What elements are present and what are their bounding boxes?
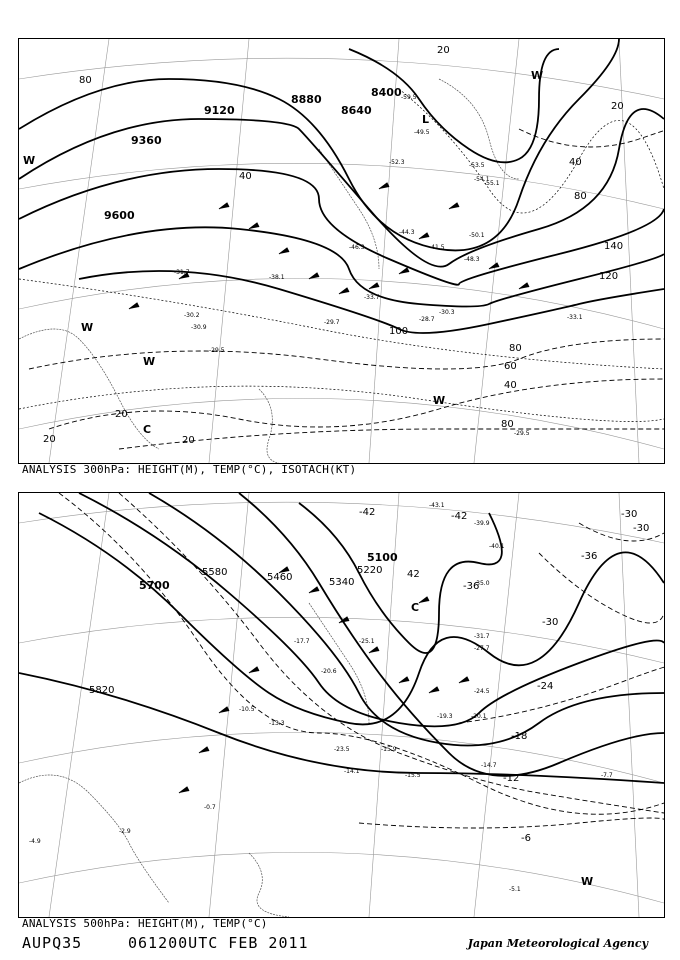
temp-label: -0.7 — [204, 804, 216, 811]
temp-label: -24.5 — [474, 688, 490, 695]
temp-label: -35.0 — [474, 580, 490, 587]
temp-label: -31.7 — [474, 633, 490, 640]
height-contours — [19, 493, 664, 783]
isotach-label: 80 — [501, 419, 514, 430]
isotach-label: 20 — [115, 409, 128, 420]
caption-500hpa: ANALYSIS 500hPa: HEIGHT(M), TEMP(°C) — [22, 917, 268, 930]
height-label: 8400 — [371, 86, 402, 99]
temp-label: -30.2 — [184, 312, 200, 319]
height-label: 9600 — [104, 209, 135, 222]
temp-label: -38.1 — [269, 274, 285, 281]
temp-label: -14.7 — [481, 762, 497, 769]
warm-marker: W — [581, 875, 594, 888]
temp-label: -4.9 — [29, 838, 41, 845]
low-marker: L — [422, 113, 430, 126]
warm-marker: W — [143, 355, 156, 368]
isotach-label: 80 — [509, 343, 522, 354]
temp-label: -46.3 — [349, 244, 365, 251]
warm-marker: W — [81, 321, 94, 334]
isotach-label: 140 — [604, 241, 624, 252]
isotach-label: 20 — [611, 101, 624, 112]
height-label: 5220 — [357, 565, 383, 576]
isotherms — [19, 89, 664, 422]
temperature-labels — [174, 94, 583, 437]
isotherm-label: -30 — [621, 509, 638, 520]
temp-label: -59.5 — [401, 94, 417, 101]
temp-label: -52.3 — [389, 159, 405, 166]
temp-label: -55.1 — [484, 180, 500, 187]
map-300hpa-canvas — [19, 39, 664, 463]
warm-marker: W — [23, 154, 36, 167]
temp-label: -43.1 — [429, 502, 445, 509]
temp-label: -30.9 — [191, 324, 207, 331]
height-label: 9360 — [131, 134, 162, 147]
height-label: 5340 — [329, 577, 355, 588]
temp-label: -10.5 — [239, 706, 255, 713]
isotherm-label: -24 — [537, 681, 554, 692]
temp-label: -25.1 — [359, 638, 375, 645]
isotach-label: 120 — [599, 271, 619, 282]
isotach-label: 20 — [43, 434, 56, 445]
isotach-label: 80 — [574, 191, 587, 202]
temp-label: -20.1 — [471, 713, 487, 720]
height-label: 8640 — [341, 104, 372, 117]
temp-label: -29.5 — [514, 430, 530, 437]
cold-marker: C — [143, 423, 152, 436]
temp-label: -29.5 — [209, 347, 225, 354]
temp-label: -19.3 — [437, 713, 453, 720]
isotherm-label: -12 — [503, 773, 520, 784]
height-contours — [19, 39, 664, 333]
isotherm-label: -18 — [511, 731, 528, 742]
warm-marker: W — [433, 394, 446, 407]
warm-marker: W — [531, 69, 544, 82]
temp-label: -33.1 — [567, 314, 583, 321]
isotherm-label: -6 — [521, 833, 531, 844]
temp-label: -39.9 — [474, 520, 490, 527]
temp-label: -17.7 — [294, 638, 310, 645]
temp-label: -7.7 — [601, 772, 613, 779]
graticule — [19, 493, 664, 917]
temp-label: -14.1 — [344, 768, 360, 775]
chart-time: 061200UTC FEB 2011 — [128, 934, 309, 952]
isotach-label: 100 — [389, 326, 409, 337]
height-label: 5460 — [267, 572, 293, 583]
height-label: 8880 — [291, 93, 322, 106]
map-500hpa-canvas — [19, 493, 664, 917]
isotherm-label: 42 — [407, 569, 420, 580]
height-label: 5580 — [202, 567, 228, 578]
temp-label: -48.3 — [464, 256, 480, 263]
temp-label: -44.3 — [399, 229, 415, 236]
isotach-label: 20 — [437, 45, 450, 56]
height-label: 5100 — [367, 551, 398, 564]
temp-label: -20.6 — [321, 668, 337, 675]
wind-barbs — [129, 183, 529, 309]
isotach-label: 40 — [504, 380, 517, 391]
temp-label: -23.5 — [334, 746, 350, 753]
map-500hpa — [18, 492, 665, 918]
temp-label: -15.9 — [381, 746, 397, 753]
isotherm-label: -42 — [451, 511, 468, 522]
height-label: 9120 — [204, 104, 235, 117]
temp-label: -33.7 — [364, 294, 380, 301]
cold-marker: C — [411, 601, 420, 614]
pressure-marks — [411, 601, 593, 888]
height-labels — [104, 86, 402, 222]
isotach-label: 40 — [569, 157, 582, 168]
isotherm-label: -42 — [359, 507, 376, 518]
isotach-label: 80 — [79, 75, 92, 86]
isotach-label: 60 — [504, 361, 517, 372]
isotach-labels — [43, 45, 624, 446]
temp-label: -30.3 — [439, 309, 455, 316]
isotherm-label: -30 — [633, 523, 650, 534]
isotherm-labels — [359, 507, 649, 844]
height-label: 5700 — [139, 579, 170, 592]
temp-label: -54.1 — [474, 176, 490, 183]
temp-label: -5.1 — [509, 886, 521, 893]
agency-credit: Japan Meteorological Agency — [467, 937, 648, 950]
temp-label: -28.7 — [419, 316, 435, 323]
map-300hpa — [18, 38, 665, 464]
temp-label: -40.1 — [489, 543, 505, 550]
temp-label: -31.7 — [174, 269, 190, 276]
isotherm-label: -36 — [463, 581, 480, 592]
isotherm-label: -36 — [581, 551, 598, 562]
temp-label: -50.1 — [469, 232, 485, 239]
temp-label: -53.5 — [469, 162, 485, 169]
isotach-label: 20 — [182, 435, 195, 446]
temp-label: -41.5 — [429, 244, 445, 251]
isotherm-label: -30 — [542, 617, 559, 628]
temp-label: -27.7 — [474, 645, 490, 652]
temp-label: -15.5 — [405, 772, 421, 779]
temp-label: -49.5 — [414, 129, 430, 136]
isotach-label: 40 — [239, 171, 252, 182]
caption-300hpa: ANALYSIS 300hPa: HEIGHT(M), TEMP(°C), ISOTACH(KT) — [22, 463, 357, 476]
height-label: 5820 — [89, 685, 115, 696]
temp-label: -2.9 — [119, 828, 131, 835]
chart-id: AUPQ35 — [22, 934, 83, 952]
temp-label: -13.3 — [269, 720, 285, 727]
temp-label: -29.7 — [324, 319, 340, 326]
